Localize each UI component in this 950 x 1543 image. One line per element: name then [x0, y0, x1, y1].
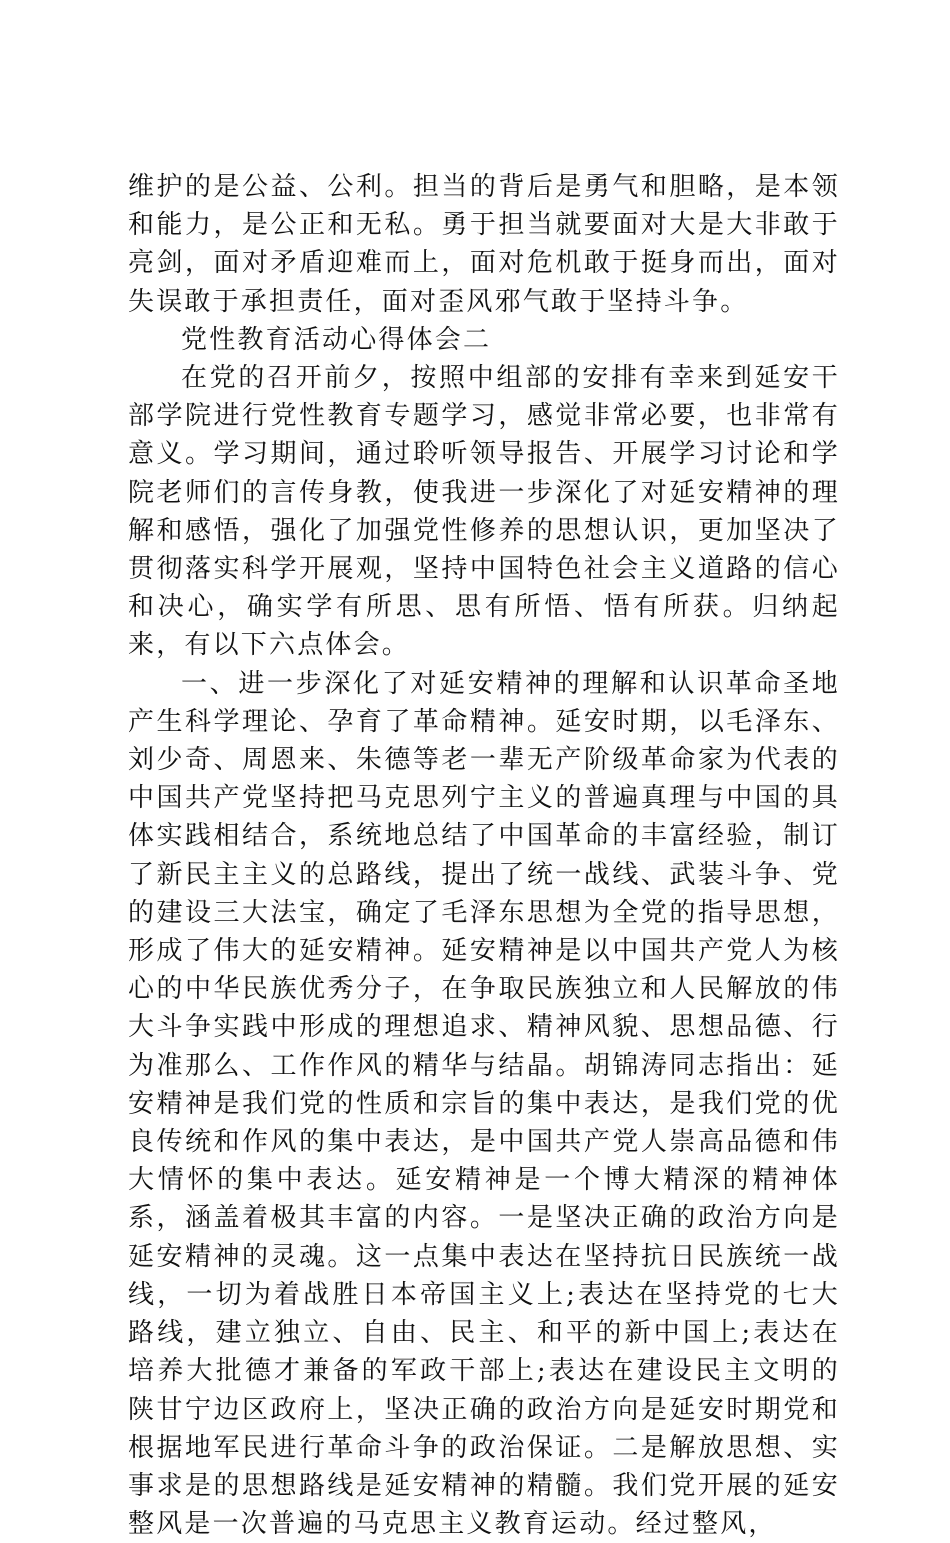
- paragraph-point-one: 一、进一步深化了对延安精神的理解和认识革命圣地产生科学理论、孕育了革命精神。延安时期，以毛泽东、刘少奇、周恩来、朱德等老一辈无产阶级革命家为代表的中国共产党坚持把马克思列宁主义的普遍真理与中国的具体实践相结合，系统地总结了中国革命的丰富经验，制订了新民主主义的总路线，提出了统一战线、武装斗争、党的建设三大法宝，确定了毛泽东思想为全党的指导思想，形成了伟大的延安精神。延安精神是以中国共产党人为核心的中华民族优秀分子，在争取民族独立和人民解放的伟大斗争实践中形成的理想追求、精神风貌、思想品德、行为准那么、工作作风的精华与结晶。胡锦涛同志指出：延安精神是我们党的性质和宗旨的集中表达，是我们党的优良传统和作风的集中表达，是中国共产党人崇高品德和伟大情怀的集中表达。延安精神是一个博大精深的精神体系，涵盖着极其丰富的内容。一是坚决正确的政治方向是延安精神的灵魂。这一点集中表达在坚持抗日民族统一战线，一切为着战胜日本帝国主义上;表达在坚持党的七大路线，建立独立、自由、民主、和平的新中国上;表达在培养大批德才兼备的军政干部上;表达在建设民主文明的陕甘宁边区政府上，坚决正确的政治方向是延安时期党和根据地军民进行革命斗争的政治保证。二是解放思想、实事求是的思想路线是延安精神的精髓。我们党开展的延安整风是一次普遍的马克思主义教育运动。经过整风，: [128, 668, 840, 1540]
- section-heading: 党性教育活动心得体会二: [181, 324, 492, 355]
- paragraph-continued: 维护的是公益、公利。担当的背后是勇气和胆略，是本领和能力，是公正和无私。勇于担当就要面对大是大非敢于亮剑，面对矛盾迎难而上，面对危机敢于挺身而出，面对失误敢于承担责任，面对歪风邪气敢于坚持斗争。: [128, 172, 840, 317]
- paragraph-intro: 在党的召开前夕，按照中组部的安排有幸来到延安干部学院进行党性教育专题学习，感觉非常必要，也非常有意义。学习期间，通过聆听领导报告、开展学习讨论和学院老师们的言传身教，使我进一步深化了对延安精神的理解和感悟，强化了加强党性修养的思想认识，更加坚决了贯彻落实科学开展观，坚持中国特色社会主义道路的信心和决心，确实学有所思、思有所悟、悟有所获。归纳起来，有以下六点体会。: [128, 363, 840, 661]
- document-body: [128, 168, 840, 1543]
